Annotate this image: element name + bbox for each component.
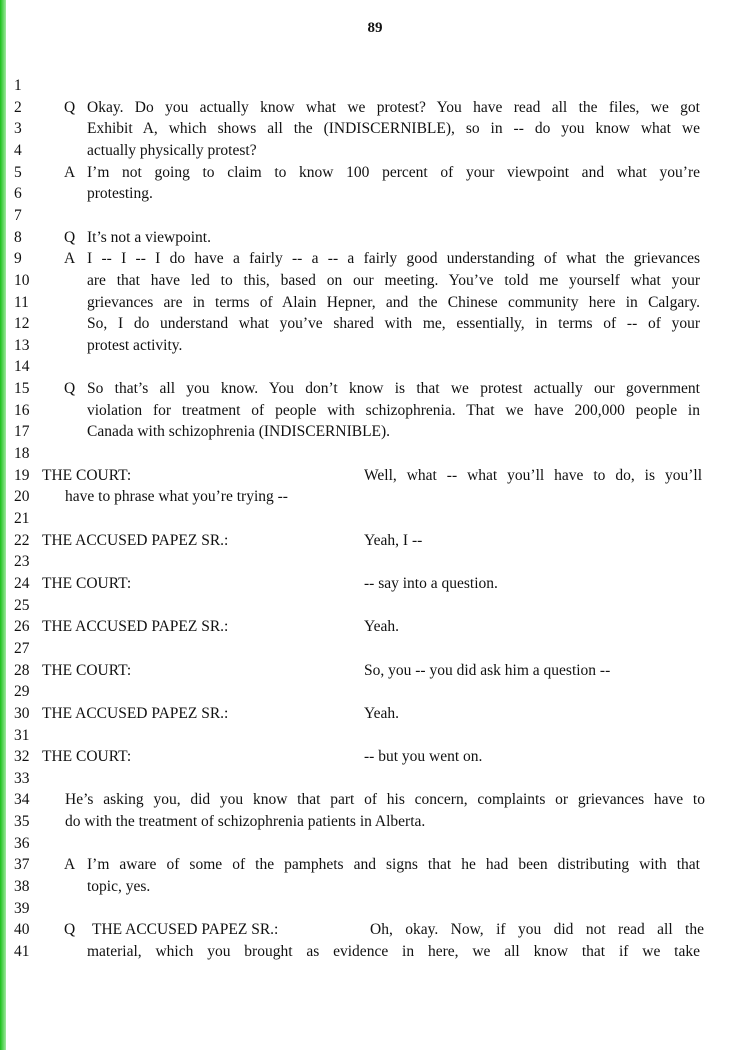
speaker-marker: Q	[64, 228, 76, 246]
testimony-text: actually physically protest?	[87, 141, 257, 159]
transcript-line	[0, 811, 750, 833]
transcript-line	[0, 400, 750, 422]
transcript-line	[0, 292, 750, 314]
continuation-text: He’s asking you, did you know that part of his concern, complaints or grievances have to	[65, 791, 705, 809]
line-number: 15	[14, 380, 30, 398]
transcript-line	[0, 486, 750, 508]
line-number: 36	[14, 834, 30, 852]
transcript-line	[0, 356, 750, 378]
line-number: 27	[14, 639, 30, 657]
line-number: 19	[14, 466, 30, 484]
transcript-line	[0, 335, 750, 357]
testimony-text: Okay. Do you actually know what we protest? You have read all the files, we got	[87, 98, 700, 116]
line-number: 7	[14, 206, 22, 224]
transcript-line	[0, 508, 750, 530]
transcript-line	[0, 789, 750, 811]
transcript-line	[0, 270, 750, 292]
line-number: 34	[14, 791, 30, 809]
line-number: 29	[14, 683, 30, 701]
line-number: 11	[14, 293, 29, 311]
line-number: 9	[14, 250, 22, 268]
speaker-marker: A	[64, 250, 76, 268]
line-number: 28	[14, 661, 30, 679]
transcript-line	[0, 183, 750, 205]
transcript-line	[0, 378, 750, 400]
transcript-line	[0, 162, 750, 184]
line-number: 37	[14, 856, 30, 874]
line-number: 24	[14, 574, 30, 592]
line-number: 39	[14, 899, 30, 917]
speaker-name: THE ACCUSED PAPEZ SR.:	[42, 704, 229, 722]
speaker-marker: A	[64, 856, 76, 874]
line-number: 4	[14, 141, 22, 159]
line-number: 17	[14, 423, 30, 441]
testimony-text: grievances are in terms of Alain Hepner, and the Chinese community here in Calgary.	[87, 293, 700, 311]
testimony-text: topic, yes.	[87, 878, 151, 896]
line-number: 21	[14, 510, 30, 527]
line-number: 25	[14, 596, 30, 614]
speaker-name: THE ACCUSED PAPEZ SR.:	[42, 531, 229, 549]
transcript-line	[0, 660, 750, 682]
transcript-line	[0, 205, 750, 227]
speaker-statement: Yeah.	[364, 618, 400, 636]
line-number: 22	[14, 531, 30, 549]
testimony-text: protesting.	[87, 185, 153, 203]
testimony-text: Canada with schizophrenia (INDISCERNIBLE).	[87, 423, 391, 441]
transcript-line	[0, 530, 750, 552]
speaker-marker: Q	[64, 380, 76, 398]
speaker-statement: Yeah.	[364, 704, 400, 722]
line-number: 5	[14, 163, 22, 181]
transcript-line	[0, 443, 750, 465]
testimony-text: I -- I -- I do have a fairly -- a -- a fairly good understanding of what the grievances	[87, 250, 700, 268]
line-number: 1	[14, 77, 22, 94]
speaker-name: THE COURT:	[42, 574, 132, 592]
testimony-text: violation for treatment of people with schizophrenia. That we have 200,000 people in	[87, 401, 700, 419]
testimony-text: So, I do understand what you’ve shared with me, essentially, in terms of -- of your	[87, 315, 700, 333]
transcript-line	[0, 725, 750, 747]
transcript-line	[0, 703, 750, 725]
transcript-line	[0, 118, 750, 140]
line-number: 26	[14, 618, 30, 636]
speaker-name: THE COURT:	[42, 661, 132, 679]
transcript-line	[0, 681, 750, 703]
testimony-text: I’m not going to claim to know 100 percent of your viewpoint and what you’re	[87, 163, 700, 181]
speaker-marker: A	[64, 163, 76, 181]
speaker-statement: So, you -- you did ask him a question --	[364, 661, 611, 679]
line-number: 12	[14, 315, 30, 333]
transcript-line	[0, 833, 750, 855]
page-number: 89	[367, 20, 383, 36]
line-number: 10	[14, 271, 30, 289]
line-number: 33	[14, 769, 30, 787]
transcript-line	[0, 854, 750, 876]
line-number: 30	[14, 704, 30, 722]
transcript-line	[0, 97, 750, 119]
transcript-line	[0, 941, 750, 963]
transcript-line	[0, 919, 750, 941]
testimony-text: I’m aware of some of the pamphets and signs that he had been distributing with that	[87, 856, 700, 874]
transcript-line	[0, 876, 750, 898]
testimony-text: material, which you brought as evidence in here, we all know that if we take	[87, 943, 700, 960]
line-number: 16	[14, 401, 30, 419]
line-number: 20	[14, 488, 30, 506]
speaker-name: THE COURT:	[42, 748, 132, 766]
line-number: 35	[14, 813, 30, 831]
testimony-text: It’s not a viewpoint.	[87, 228, 211, 246]
transcript-line	[0, 638, 750, 660]
testimony-text: are that have led to this, based on our meeting. You’ve told me yourself what your	[87, 271, 700, 289]
transcript-line	[0, 768, 750, 790]
continuation-text: have to phrase what you’re trying --	[65, 488, 288, 506]
line-number: 32	[14, 748, 30, 766]
speaker-name: THE COURT:	[42, 466, 132, 484]
line-number: 3	[14, 120, 22, 138]
line-number: 2	[14, 98, 22, 116]
transcript-line	[0, 313, 750, 335]
transcript-line	[0, 421, 750, 443]
transcript-line	[0, 248, 750, 270]
testimony-text: protest activity.	[87, 336, 183, 354]
speaker-statement: Well, what -- what you’ll have to do, is you’ll	[364, 466, 702, 484]
transcript-line	[0, 746, 750, 768]
speaker-name: THE ACCUSED PAPEZ SR.:	[92, 921, 279, 939]
speaker-statement: -- but you went on.	[364, 748, 483, 766]
line-number: 41	[14, 943, 30, 960]
line-number: 40	[14, 921, 30, 939]
transcript-line	[0, 75, 750, 97]
transcript-line	[0, 465, 750, 487]
speaker-statement: Yeah, I --	[364, 531, 423, 549]
line-number: 18	[14, 445, 30, 463]
line-number: 38	[14, 878, 30, 896]
line-number: 8	[14, 228, 22, 246]
testimony-text: So that’s all you know. You don’t know is that we protest actually our government	[87, 380, 700, 398]
line-number: 14	[14, 358, 30, 376]
speaker-statement: Oh, okay. Now, if you did not read all the	[370, 921, 704, 939]
speaker-marker: Q	[64, 98, 76, 116]
speaker-marker: Q	[64, 921, 76, 939]
transcript-line	[0, 140, 750, 162]
transcript-line	[0, 573, 750, 595]
transcript-line	[0, 227, 750, 249]
line-number: 31	[14, 726, 30, 744]
transcript-line	[0, 898, 750, 920]
speaker-statement: -- say into a question.	[364, 574, 498, 592]
speaker-name: THE ACCUSED PAPEZ SR.:	[42, 618, 229, 636]
transcript-line	[0, 616, 750, 638]
continuation-text: do with the treatment of schizophrenia patients in Alberta.	[65, 813, 426, 831]
transcript-line	[0, 595, 750, 617]
transcript-line	[0, 551, 750, 573]
line-number: 23	[14, 553, 30, 571]
line-number: 6	[14, 185, 22, 203]
line-number: 13	[14, 336, 30, 354]
testimony-text: Exhibit A, which shows all the (INDISCERNIBLE), so in -- do you know what we	[87, 120, 700, 138]
